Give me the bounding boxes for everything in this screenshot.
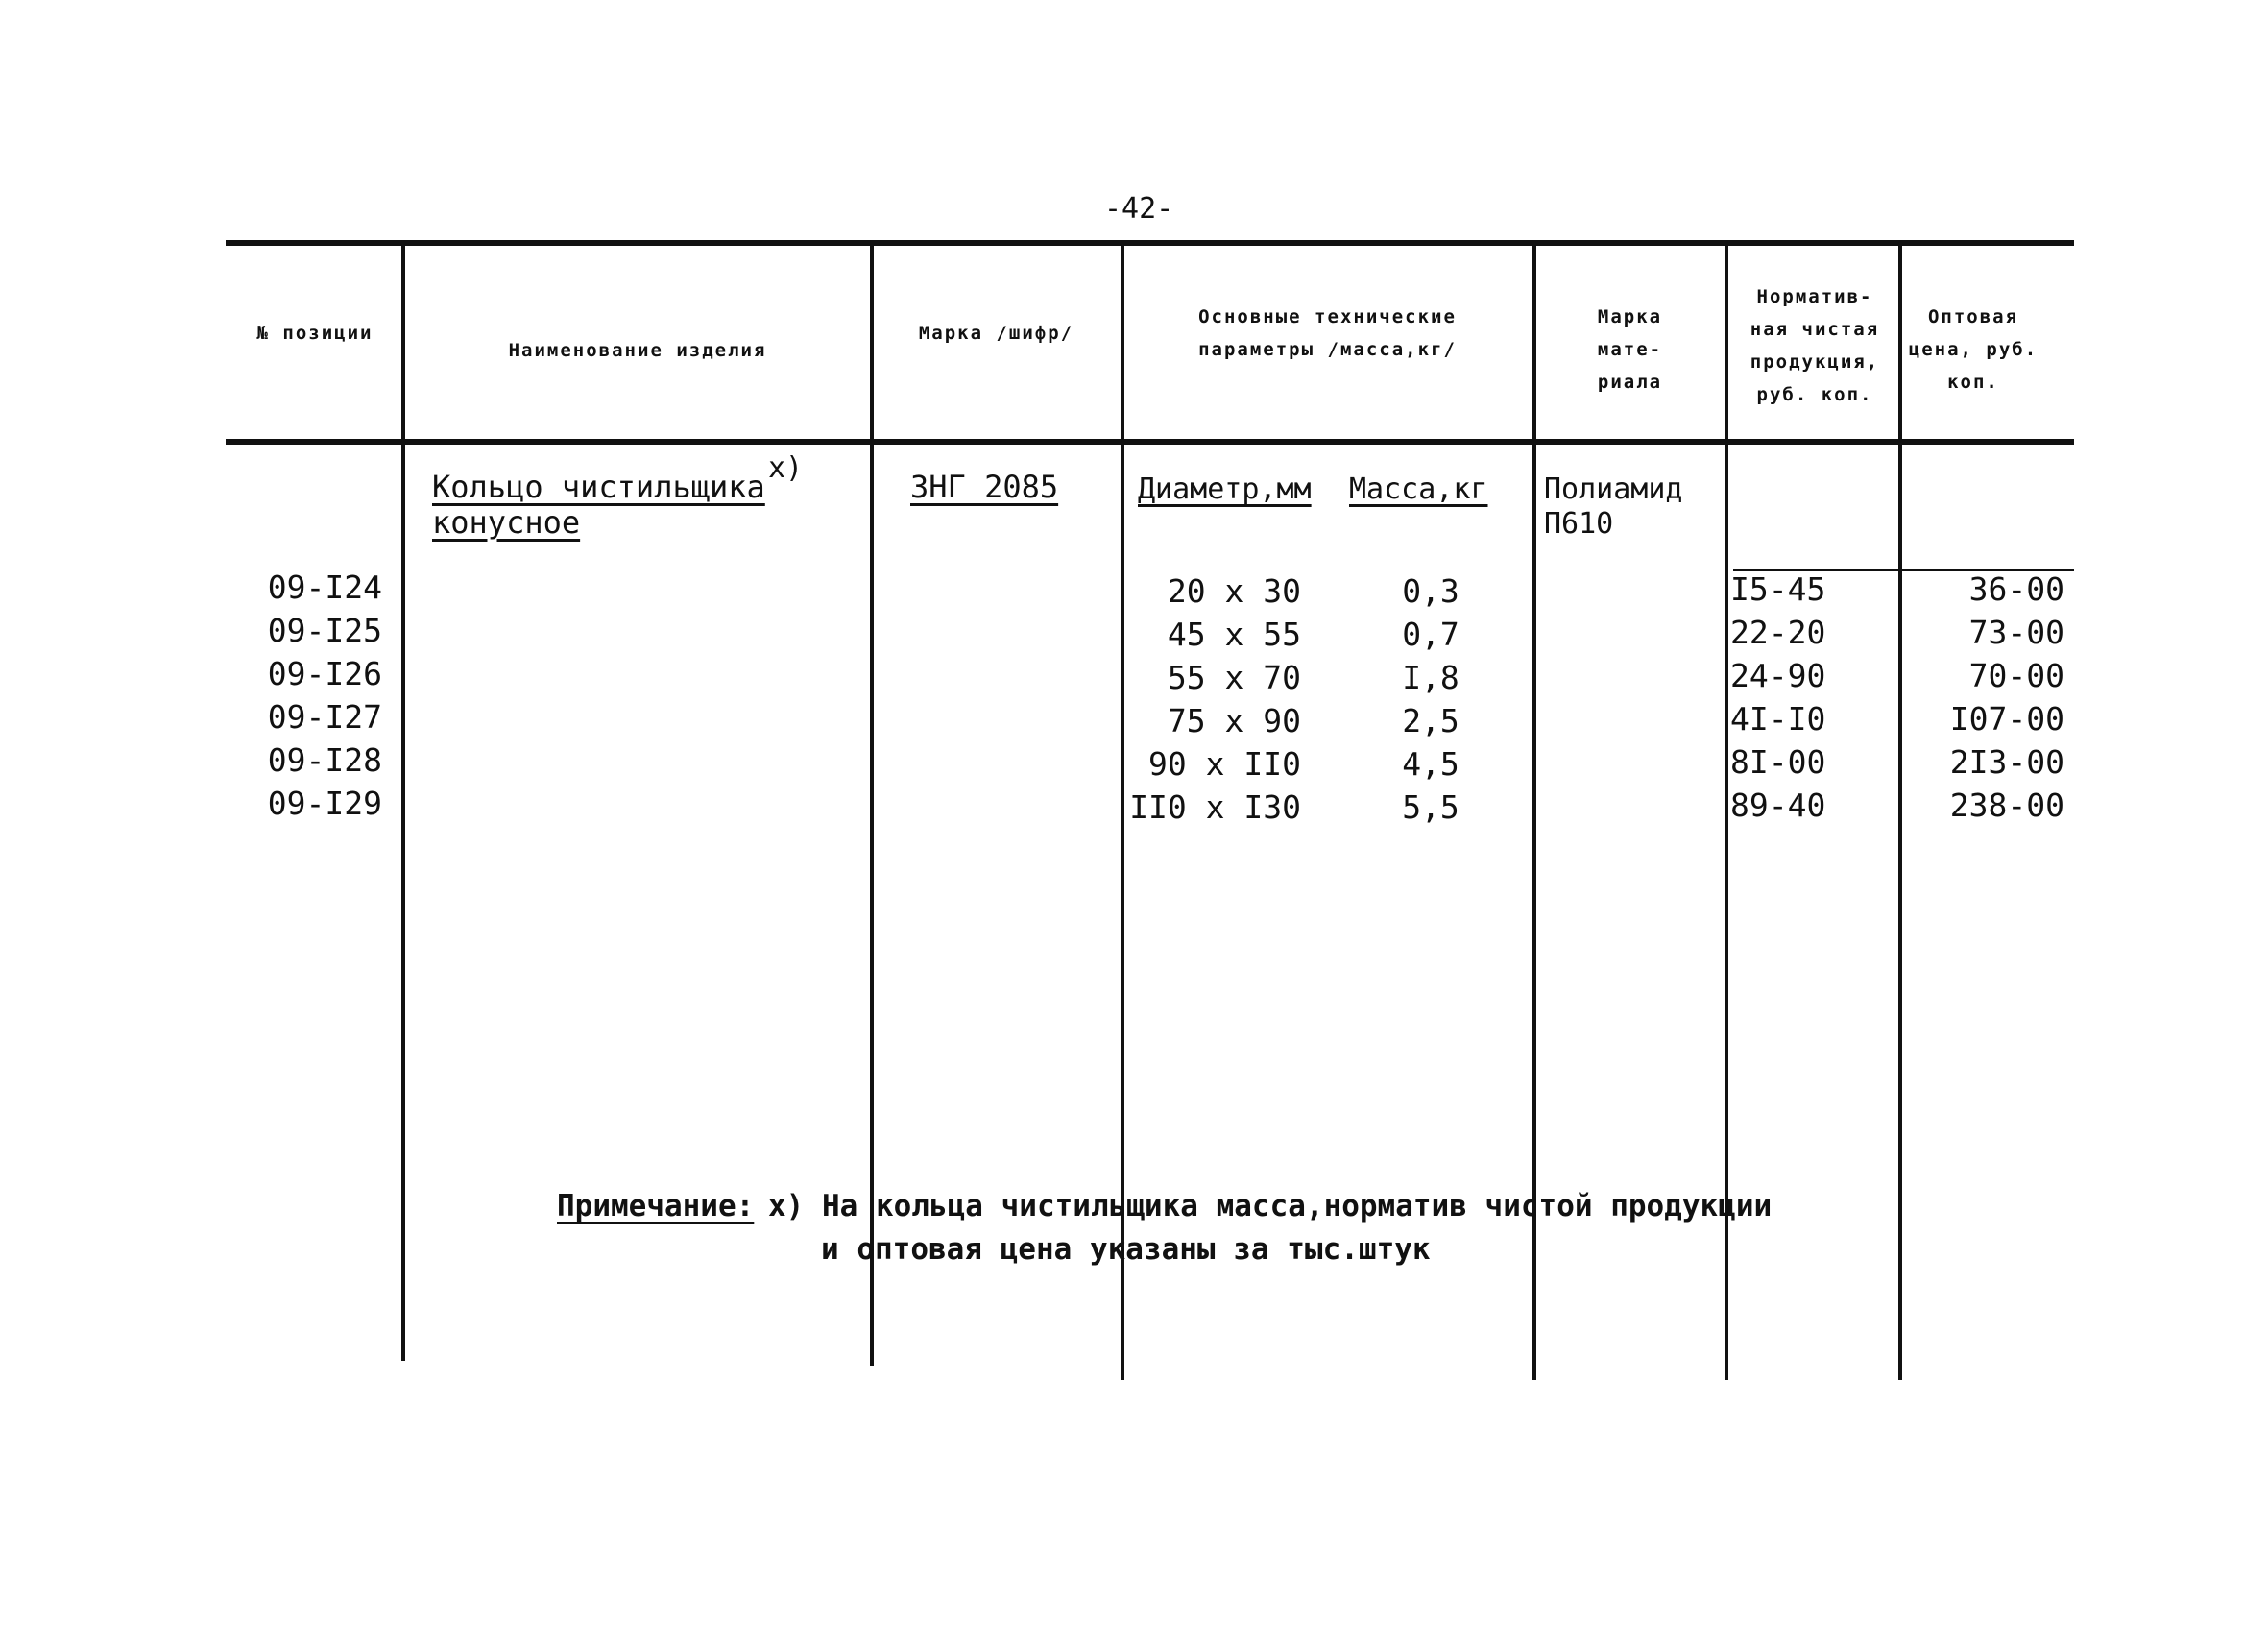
row-net-norm: 22-20 [1730,614,1826,651]
table-header-rule [226,439,2074,445]
row-net-norm: 8I-00 [1730,743,1826,781]
product-name-line-2: конусное [432,504,581,541]
row-net-norm: 4I-I0 [1730,700,1826,738]
row-diameter: 20 x 30 [1167,572,1301,610]
row-net-norm: 89-40 [1730,787,1826,824]
col-divider-6 [1898,242,1902,1380]
row-mass: 2,5 [1402,702,1460,739]
row-position: 09-I25 [267,612,382,649]
row-price: 2I3-00 [1949,743,2064,781]
param-diameter-label: Диаметр,мм [1138,472,1312,506]
row-mass: 0,7 [1402,616,1460,653]
row-price: 70-00 [1968,657,2064,694]
note-line-2: и оптовая цена указаны за тыс.штук [821,1232,1431,1267]
row-price: 36-00 [1968,570,2064,608]
footnote-mark: x) [768,451,804,485]
header-material: Марка мате- риала [1597,306,1663,393]
header-brand: Марка /шифр/ [918,323,1074,344]
row-diameter: 90 x II0 [1148,745,1301,783]
row-diameter: 55 x 70 [1167,659,1301,696]
product-material: Полиамид П610 [1544,472,1683,541]
product-name-line-1: Кольцо чистильщика [432,469,765,505]
page-number: -42- [1104,192,1174,226]
param-mass-label: Масса,кг [1349,472,1488,506]
col-divider-1 [401,242,405,1361]
header-params: Основные технические параметры /масса,кг/ [1198,306,1457,360]
row-price: 238-00 [1949,787,2064,824]
row-mass: 4,5 [1402,745,1460,783]
product-brand: ЗНГ 2085 [910,469,1059,505]
note-line-1: x) На кольца чистильщика масса,норматив чистой продукции [768,1189,1773,1223]
row-price: I07-00 [1949,700,2064,738]
row-position: 09-I28 [267,741,382,779]
header-product-name: Наименование изделия [508,340,767,361]
row-mass: 0,3 [1402,572,1460,610]
row-position: 09-I27 [267,698,382,736]
header-net-norm: Норматив- ная чистая продукция, руб. коп. [1749,286,1880,405]
row-diameter: II0 x I30 [1129,788,1301,826]
row-net-norm: 24-90 [1730,657,1826,694]
row-diameter: 45 x 55 [1167,616,1301,653]
row-mass: 5,5 [1402,788,1460,826]
header-position-no: № позиции [256,323,374,344]
note-label: Примечание: [557,1189,755,1223]
row-price: 73-00 [1968,614,2064,651]
row-position: 09-I26 [267,655,382,692]
table-top-rule [226,240,2074,246]
row-position: 09-I24 [267,569,382,606]
row-net-norm: I5-45 [1730,570,1826,608]
row-position: 09-I29 [267,785,382,822]
row-mass: I,8 [1402,659,1460,696]
row-diameter: 75 x 90 [1167,702,1301,739]
header-wholesale: Оптовая цена, руб. коп. [1908,306,2039,393]
